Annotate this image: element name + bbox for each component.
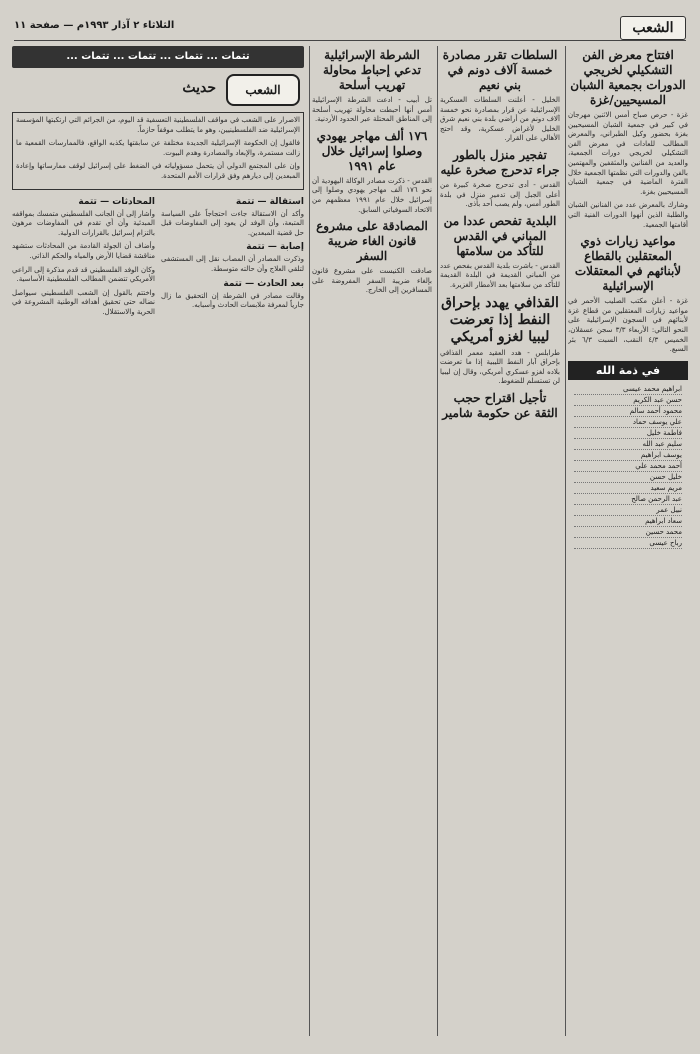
section-heading: بعد الحادث — تتمة <box>223 278 304 289</box>
headline: افتتاح معرض الفن التشكيلي لخريجي الدورات بجمعية الشبان المسيحيين/غزة <box>570 48 686 107</box>
column-rule <box>309 46 310 1036</box>
sub-column <box>12 194 155 322</box>
obituary-name: يوسف ابراهيم <box>574 450 682 461</box>
obituary-name: عبد الرحمن صالح <box>574 494 682 505</box>
obituary-name: نبيل عمر <box>574 505 682 516</box>
masthead <box>14 16 686 41</box>
obituary-name: مريم سعيد <box>574 483 682 494</box>
article-text: غزة - حرص صباح أمس الاثنين مهرجان في كبير في جمعية الشبان المسيحيين بغزة بحضور وكيل الطبراني، والمعرض المطالب للعادات في معرض الفن التشكيلي لخريجي دورات الجمعية، والعديد من الفنانين والمثقفين والمهتمين بالفن والدورات التي نظمتها الجمعية خلال الفترة الماضية في جمعية الشبان المسيحيين بغزة. <box>568 111 688 196</box>
obituary-name: محمود أحمد سالم <box>574 406 682 417</box>
section-heading: استقالة — تتمة <box>235 196 304 207</box>
headline: السلطات تقرر مصادرة خمسة آلاف دونم في بني نعيم <box>442 48 558 92</box>
article-text: وشارك بالمعرض عدد من الفنانين الشبان والطلبة الذين أنهوا الدورات الفنية التي أقامتها الجمعية. <box>568 201 688 229</box>
headline: تأجيل اقتراح حجب الثقة عن حكومة شامير <box>442 390 558 420</box>
headline: المصادقة على مشروع قانون الغاء ضريبة السفر <box>316 219 428 264</box>
obituary-name: محمد حسين <box>574 527 682 538</box>
article-text: وأشار إلى أن الجانب الفلسطيني متمسك بمواقفه المبدئية وأن أي تقدم في المفاوضات مرهون بالتزام إسرائيل بالقرارات الدولية. <box>12 209 155 237</box>
obituary-name: فاطمة خليل <box>574 428 682 439</box>
article-text: صادقت الكنيست على مشروع قانون بإلغاء ضريبة السفر المفروضة على المسافرين إلى الخارج. <box>312 267 432 295</box>
obituary-name: رباح عيسى <box>574 538 682 549</box>
headline: تفجير منزل بالطور جراء تدحرج صخرة عليه <box>440 147 560 177</box>
column-rule <box>437 46 438 1036</box>
obituary-list <box>568 384 688 549</box>
column-1 <box>568 46 688 1046</box>
headline: البلدية تفحص عددا من المباني في القدس للتأكد من سلامتها <box>443 213 557 258</box>
section-heading: المحادثات — تتمة <box>78 196 155 207</box>
column-3 <box>312 46 432 1046</box>
obituary-name: سعاد ابراهيم <box>574 516 682 527</box>
headline: القذافي يهدد بإحراق النفط إذا تعرضت ليبيا لغزو أمريكي <box>441 294 559 345</box>
article-text: وإن على المجتمع الدولي أن يتحمل مسؤولياته في الضغط على إسرائيل لوقف ممارساتها وإعادة المبعدين إلى ديارهم وفق قرارات الأمم المتحدة. <box>16 162 300 180</box>
section-logo: الشعب <box>226 74 300 106</box>
article-text: القدس - ذكرت مصادر الوكالة اليهودية أن نحو ١٧٦ ألف مهاجر يهودي وصلوا إلى إسرائيل خلال عام ١٩٩١ معظمهم من الاتحاد السوفياتي السابق. <box>312 176 432 214</box>
obituary-name: حسن عبد الكريم <box>574 395 682 406</box>
article-text: طرابلس - هدد العقيد معمر القذافي بإحراق آبار النفط الليبية إذا ما تعرضت بلاده لغزو عسكري أمريكي، وقال إن ليبيا لن تستسلم للضغوط. <box>440 348 560 386</box>
obituary-header: في ذمة الله <box>568 361 688 380</box>
section-heading: إصابة — تتمة <box>246 242 304 253</box>
column-4 <box>12 46 304 1046</box>
editorial-box <box>12 112 304 190</box>
article-text: وذكرت المصادر أن المصاب نقل إلى المستشفى لتلقي العلاج وأن حالته متوسطة. <box>161 255 304 273</box>
obituary-name: علي يوسف حماد <box>574 417 682 428</box>
headline: مواعيد زيارات ذوي المعتقلين بالقطاع لأبنائهم في المعتقلات الإسرائيلية <box>574 234 682 294</box>
obituary-name: خليل حسن <box>574 472 682 483</box>
obituary-name: سليم عبد الله <box>574 439 682 450</box>
article-text: فالقول إن الحكومة الإسرائيلية الجديدة مختلفة عن سابقتها يكذبه الواقع، فالممارسات القمعية ما زالت مستمرة، والإبعاد والمصادرة وهدم البيوت. <box>16 139 300 157</box>
column-2 <box>440 46 560 606</box>
headline: الشرطة الإسرائيلية تدعي إحباط محاولة تهريب أسلحة <box>323 48 421 92</box>
article-text: الخليل - أعلنت السلطات العسكرية الإسرائيلية عن قرار بمصادرة نحو خمسة آلاف دونم من أراضي بلدة بني نعيم شرق الخليل لأغراض عسكرية، وقد احتج الأهالي على القرار. <box>440 96 560 143</box>
newspaper-logo: الشعب <box>620 16 686 40</box>
article-text: وأضاف أن الجولة القادمة من المحادثات ستشهد مناقشة قضايا الأرض والمياه والحكم الذاتي. <box>12 242 155 260</box>
obituary-name: ابراهيم محمد عيسى <box>574 384 682 395</box>
obituary-name: أحمد محمد علي <box>574 461 682 472</box>
article-text: واختتم بالقول إن الشعب الفلسطيني سيواصل نضاله حتى تحقيق أهدافه الوطنية المشروعة في الحرية والاستقلال. <box>12 288 155 316</box>
column-rule <box>565 46 566 1036</box>
article-text: القدس - أدى تدحرج صخرة كبيرة من أعلى الجبل إلى تدمير منزل في بلدة الطور أمس، ولم يصب أحد بأذى. <box>440 180 560 209</box>
sub-column <box>161 194 304 322</box>
article-text: وكان الوفد الفلسطيني قد قدم مذكرة إلى الراعي الأمريكي تتضمن المطالب الفلسطينية الأساسية. <box>12 265 155 284</box>
article-text: الاصرار على الشعب في مواقف الفلسطينية التعسفية قد اليوم، من الجرائم التي ارتكبتها المؤسسة الإسرائيلية ضد الفلسطينيين، وهو ما يتطلب موقفاً حازماً. <box>16 116 300 134</box>
hadith-box <box>12 72 304 108</box>
date-line: الثلاثاء ٢ آذار ١٩٩٣م — صفحة ١١ <box>14 20 175 31</box>
article-text: وأكد أن الاستقالة جاءت احتجاجاً على السياسة المتبعة، وأن الوفد لن يعود إلى المفاوضات قبل حل قضية المبعدين. <box>161 209 304 237</box>
article-text: القدس - باشرت بلدية القدس بفحص عدد من المباني القديمة في البلدة القديمة للتأكد من سلامتها بعد الأمطار الغزيرة. <box>440 261 560 289</box>
headline: ١٧٦ ألف مهاجر يهودي وصلوا إسرائيل خلال عام ١٩٩١ <box>316 128 428 173</box>
article-text: وقالت مصادر في الشرطة إن التحقيق ما زال جارياً لمعرفة ملابسات الحادث وأسبابه. <box>161 291 304 310</box>
article-text: تل أبيب - ادعت الشرطة الإسرائيلية أمس أنها أحبطت محاولة تهريب أسلحة إلى المناطق المحتلة عبر الحدود الأردنية. <box>312 96 432 124</box>
section-title: حديث <box>182 80 216 96</box>
continuations-banner: تتمات ... تتمات ... تتمات ... تتمات ... <box>12 46 304 68</box>
article-text: غزة - أعلن مكتب الصليب الأحمر في مواعيد زيارات المعتقلين من قطاع غزة لأبنائهم في السجون الإسرائيلية على النحو التالي: الأربعاء ٣/٣ سجن عسقلان، الخميس ٤/٣ النقب، السبت ٦/٣ بئر السبع. <box>568 297 688 354</box>
two-column-block <box>12 194 304 322</box>
